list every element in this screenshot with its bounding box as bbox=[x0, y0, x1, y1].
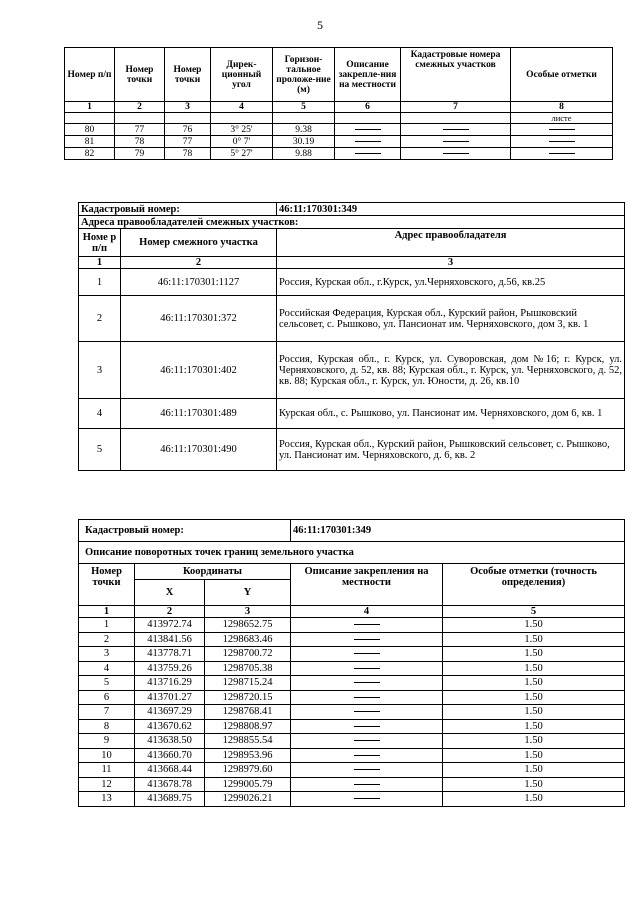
cell: 5 bbox=[79, 429, 121, 471]
col-number: 7 bbox=[401, 102, 511, 113]
table-row bbox=[79, 429, 625, 471]
dash bbox=[443, 129, 469, 130]
cell: 1.50 bbox=[443, 792, 625, 807]
cell: 7 bbox=[79, 705, 135, 720]
table-row bbox=[79, 705, 625, 720]
header-cell: Описание закрепле-ния на местности bbox=[335, 48, 401, 102]
dash bbox=[355, 153, 381, 154]
page-number: 5 bbox=[317, 18, 323, 32]
col-number: 2 bbox=[115, 102, 165, 113]
header-coords: Координаты bbox=[135, 564, 291, 580]
table-row bbox=[79, 399, 625, 429]
cadastral-number: 46:11:170301:349 bbox=[277, 203, 625, 216]
cell: 413668.44 bbox=[135, 763, 205, 778]
cell: 1299005.79 bbox=[205, 777, 291, 792]
cell: 1 bbox=[79, 618, 135, 633]
cell: 1298683.46 bbox=[205, 632, 291, 647]
cadastral-label: Кадастровый номер: bbox=[79, 203, 277, 216]
cell: 1298705.38 bbox=[205, 661, 291, 676]
cell: 78 bbox=[165, 148, 211, 160]
dash bbox=[354, 798, 380, 799]
cell: 413841.56 bbox=[135, 632, 205, 647]
cell: 82 bbox=[65, 148, 115, 160]
col-number: 8 bbox=[511, 102, 613, 113]
cell: 1.50 bbox=[443, 719, 625, 734]
cell: 2 bbox=[79, 632, 135, 647]
col-number: 3 bbox=[165, 102, 211, 113]
dash bbox=[443, 153, 469, 154]
cell: 1298808.97 bbox=[205, 719, 291, 734]
col-number: 2 bbox=[135, 606, 205, 618]
header-cell: Особые отметки bbox=[511, 48, 613, 102]
table-row bbox=[79, 777, 625, 792]
dash bbox=[354, 624, 380, 625]
cell: 4 bbox=[79, 661, 135, 676]
table-row bbox=[79, 661, 625, 676]
cell: 413660.70 bbox=[135, 748, 205, 763]
cell: 46:11:170301:402 bbox=[121, 342, 277, 399]
dash bbox=[354, 653, 380, 654]
cell: 1299026.21 bbox=[205, 792, 291, 807]
cell: 6 bbox=[79, 690, 135, 705]
cell: 413697.29 bbox=[135, 705, 205, 720]
cell: 413716.29 bbox=[135, 676, 205, 691]
cell: 3 bbox=[79, 647, 135, 662]
points-table bbox=[78, 519, 625, 807]
cell: 1.50 bbox=[443, 777, 625, 792]
header-cell: Дирек-ционный угол bbox=[211, 48, 273, 102]
section-title: Описание поворотных точек границ земельного участка bbox=[79, 542, 625, 564]
cell: 1.50 bbox=[443, 661, 625, 676]
header-notes: Особые отметки (точность определения) bbox=[443, 564, 625, 606]
dash bbox=[354, 711, 380, 712]
cell: 413670.62 bbox=[135, 719, 205, 734]
table-row bbox=[79, 763, 625, 778]
cell: 9.38 bbox=[273, 124, 335, 136]
cell: 10 bbox=[79, 748, 135, 763]
table-row bbox=[79, 632, 625, 647]
col-number: 6 bbox=[335, 102, 401, 113]
table-row bbox=[79, 269, 625, 296]
col-number: 3 bbox=[277, 257, 625, 269]
dash bbox=[355, 141, 381, 142]
neighbors-table bbox=[78, 202, 625, 471]
header-cell: Адрес правообладателя bbox=[277, 229, 625, 257]
cell: 413678.78 bbox=[135, 777, 205, 792]
cell: 9 bbox=[79, 734, 135, 749]
table-row bbox=[79, 676, 625, 691]
cell: 1.50 bbox=[443, 763, 625, 778]
cell: 78 bbox=[115, 136, 165, 148]
dash bbox=[354, 726, 380, 727]
cadastral-number: 46:11:170301:349 bbox=[291, 520, 625, 542]
header-point: Номер точки bbox=[79, 564, 135, 606]
cell: 413689.75 bbox=[135, 792, 205, 807]
cell: 46:11:170301:1127 bbox=[121, 269, 277, 296]
traverse-table bbox=[64, 47, 613, 160]
dash bbox=[549, 141, 575, 142]
col-number: 3 bbox=[205, 606, 291, 618]
cell: Российская Федерация, Курская обл., Курский район, Рышковский сельсовет, с. Рышково, ул. Пансионат им. Черняховского, дом 3, кв. 1 bbox=[277, 296, 625, 342]
table-row bbox=[79, 734, 625, 749]
dash bbox=[355, 129, 381, 130]
cell: 3 bbox=[79, 342, 121, 399]
header-desc: Описание закрепления на местности bbox=[291, 564, 443, 606]
col-number: 2 bbox=[121, 257, 277, 269]
cell: 8 bbox=[79, 719, 135, 734]
col-number: 5 bbox=[273, 102, 335, 113]
cell: 9.88 bbox=[273, 148, 335, 160]
cell: 5 bbox=[79, 676, 135, 691]
cell: 30.19 bbox=[273, 136, 335, 148]
cell: 46:11:170301:372 bbox=[121, 296, 277, 342]
cell: 1.50 bbox=[443, 676, 625, 691]
table-row bbox=[65, 136, 613, 148]
col-number: 1 bbox=[79, 606, 135, 618]
cell: 413701.27 bbox=[135, 690, 205, 705]
cadastral-label: Кадастровый номер: bbox=[79, 520, 291, 542]
col-number: 4 bbox=[211, 102, 273, 113]
cell: 1298979.60 bbox=[205, 763, 291, 778]
header-cell: Горизон-тальное проложе-ние (м) bbox=[273, 48, 335, 102]
cell: 1.50 bbox=[443, 618, 625, 633]
cell: 2 bbox=[79, 296, 121, 342]
cell: 13 bbox=[79, 792, 135, 807]
cell: 413972.74 bbox=[135, 618, 205, 633]
cell: Россия, Курская обл., Курский район, Рышковский сельсовет, с. Рышково, ул. Пансионат им. Черняховского, д. 6, кв. 2 bbox=[277, 429, 625, 471]
cell: 1.50 bbox=[443, 632, 625, 647]
header-cell: Кадастровые номера смежных участков bbox=[401, 48, 511, 102]
dash bbox=[549, 129, 575, 130]
cell: 413778.71 bbox=[135, 647, 205, 662]
table-row bbox=[79, 618, 625, 633]
cell: 77 bbox=[115, 124, 165, 136]
table-row bbox=[79, 748, 625, 763]
cell: Россия, Курская обл., г.Курск, ул.Черняховского, д.56, кв.25 bbox=[277, 269, 625, 296]
table-row bbox=[65, 124, 613, 136]
cell: 1.50 bbox=[443, 748, 625, 763]
cell: 79 bbox=[115, 148, 165, 160]
dash bbox=[443, 141, 469, 142]
table-row bbox=[79, 792, 625, 807]
header-y: Y bbox=[205, 580, 291, 606]
cell: 1.50 bbox=[443, 705, 625, 720]
cell: 1.50 bbox=[443, 734, 625, 749]
header-x: X bbox=[135, 580, 205, 606]
cell: 12 bbox=[79, 777, 135, 792]
dash bbox=[549, 153, 575, 154]
dash bbox=[354, 740, 380, 741]
cell: 3° 25' bbox=[211, 124, 273, 136]
table-row bbox=[65, 148, 613, 160]
cell: 1298700.72 bbox=[205, 647, 291, 662]
cell: 77 bbox=[165, 136, 211, 148]
dash bbox=[354, 668, 380, 669]
cell: Курская обл., с. Рышково, ул. Пансионат им. Черняховского, дом 6, кв. 1 bbox=[277, 399, 625, 429]
cell: 1298953.96 bbox=[205, 748, 291, 763]
dash bbox=[354, 697, 380, 698]
cell: 1.50 bbox=[443, 647, 625, 662]
cell: 413759.26 bbox=[135, 661, 205, 676]
cell: 1298715.24 bbox=[205, 676, 291, 691]
table-row bbox=[79, 690, 625, 705]
cell: Россия, Курская обл., г. Курск, ул. Суворовская, дом №16; г. Курск, ул. Черняховского, д. 52, кв. 88; Курская обл., г. Курск, ул. Черняховского, д. 52, кв. 88; Курская обл., г. Курск, ул. Юности, д. 26, кв.10 bbox=[277, 342, 625, 399]
header-cell: Номе р п/п bbox=[79, 229, 121, 257]
cell: 46:11:170301:489 bbox=[121, 399, 277, 429]
table-row bbox=[79, 342, 625, 399]
dash bbox=[354, 682, 380, 683]
cell: 11 bbox=[79, 763, 135, 778]
cell: 1298768.41 bbox=[205, 705, 291, 720]
table-row bbox=[79, 647, 625, 662]
table-row bbox=[79, 296, 625, 342]
cell: 1298720.15 bbox=[205, 690, 291, 705]
section-title: Адреса правообладателей смежных участков: bbox=[79, 216, 625, 229]
cell: 76 bbox=[165, 124, 211, 136]
cell: 0° 7' bbox=[211, 136, 273, 148]
cell: 1 bbox=[79, 269, 121, 296]
note-cell: листе bbox=[511, 113, 613, 124]
header-cell: Номер точки bbox=[165, 48, 211, 102]
cell: 413638.50 bbox=[135, 734, 205, 749]
col-number: 1 bbox=[65, 102, 115, 113]
cell: 80 bbox=[65, 124, 115, 136]
header-cell: Номер п/п bbox=[65, 48, 115, 102]
table-row bbox=[79, 719, 625, 734]
dash bbox=[354, 784, 380, 785]
cell: 1298652.75 bbox=[205, 618, 291, 633]
dash bbox=[354, 639, 380, 640]
dash bbox=[354, 755, 380, 756]
col-number: 4 bbox=[291, 606, 443, 618]
cell: 4 bbox=[79, 399, 121, 429]
cell: 81 bbox=[65, 136, 115, 148]
col-number: 1 bbox=[79, 257, 121, 269]
header-cell: Номер точки bbox=[115, 48, 165, 102]
col-number: 5 bbox=[443, 606, 625, 618]
cell: 5° 27' bbox=[211, 148, 273, 160]
cell: 46:11:170301:490 bbox=[121, 429, 277, 471]
header-cell: Номер смежного участка bbox=[121, 229, 277, 257]
cell: 1298855.54 bbox=[205, 734, 291, 749]
cell: 1.50 bbox=[443, 690, 625, 705]
dash bbox=[354, 769, 380, 770]
